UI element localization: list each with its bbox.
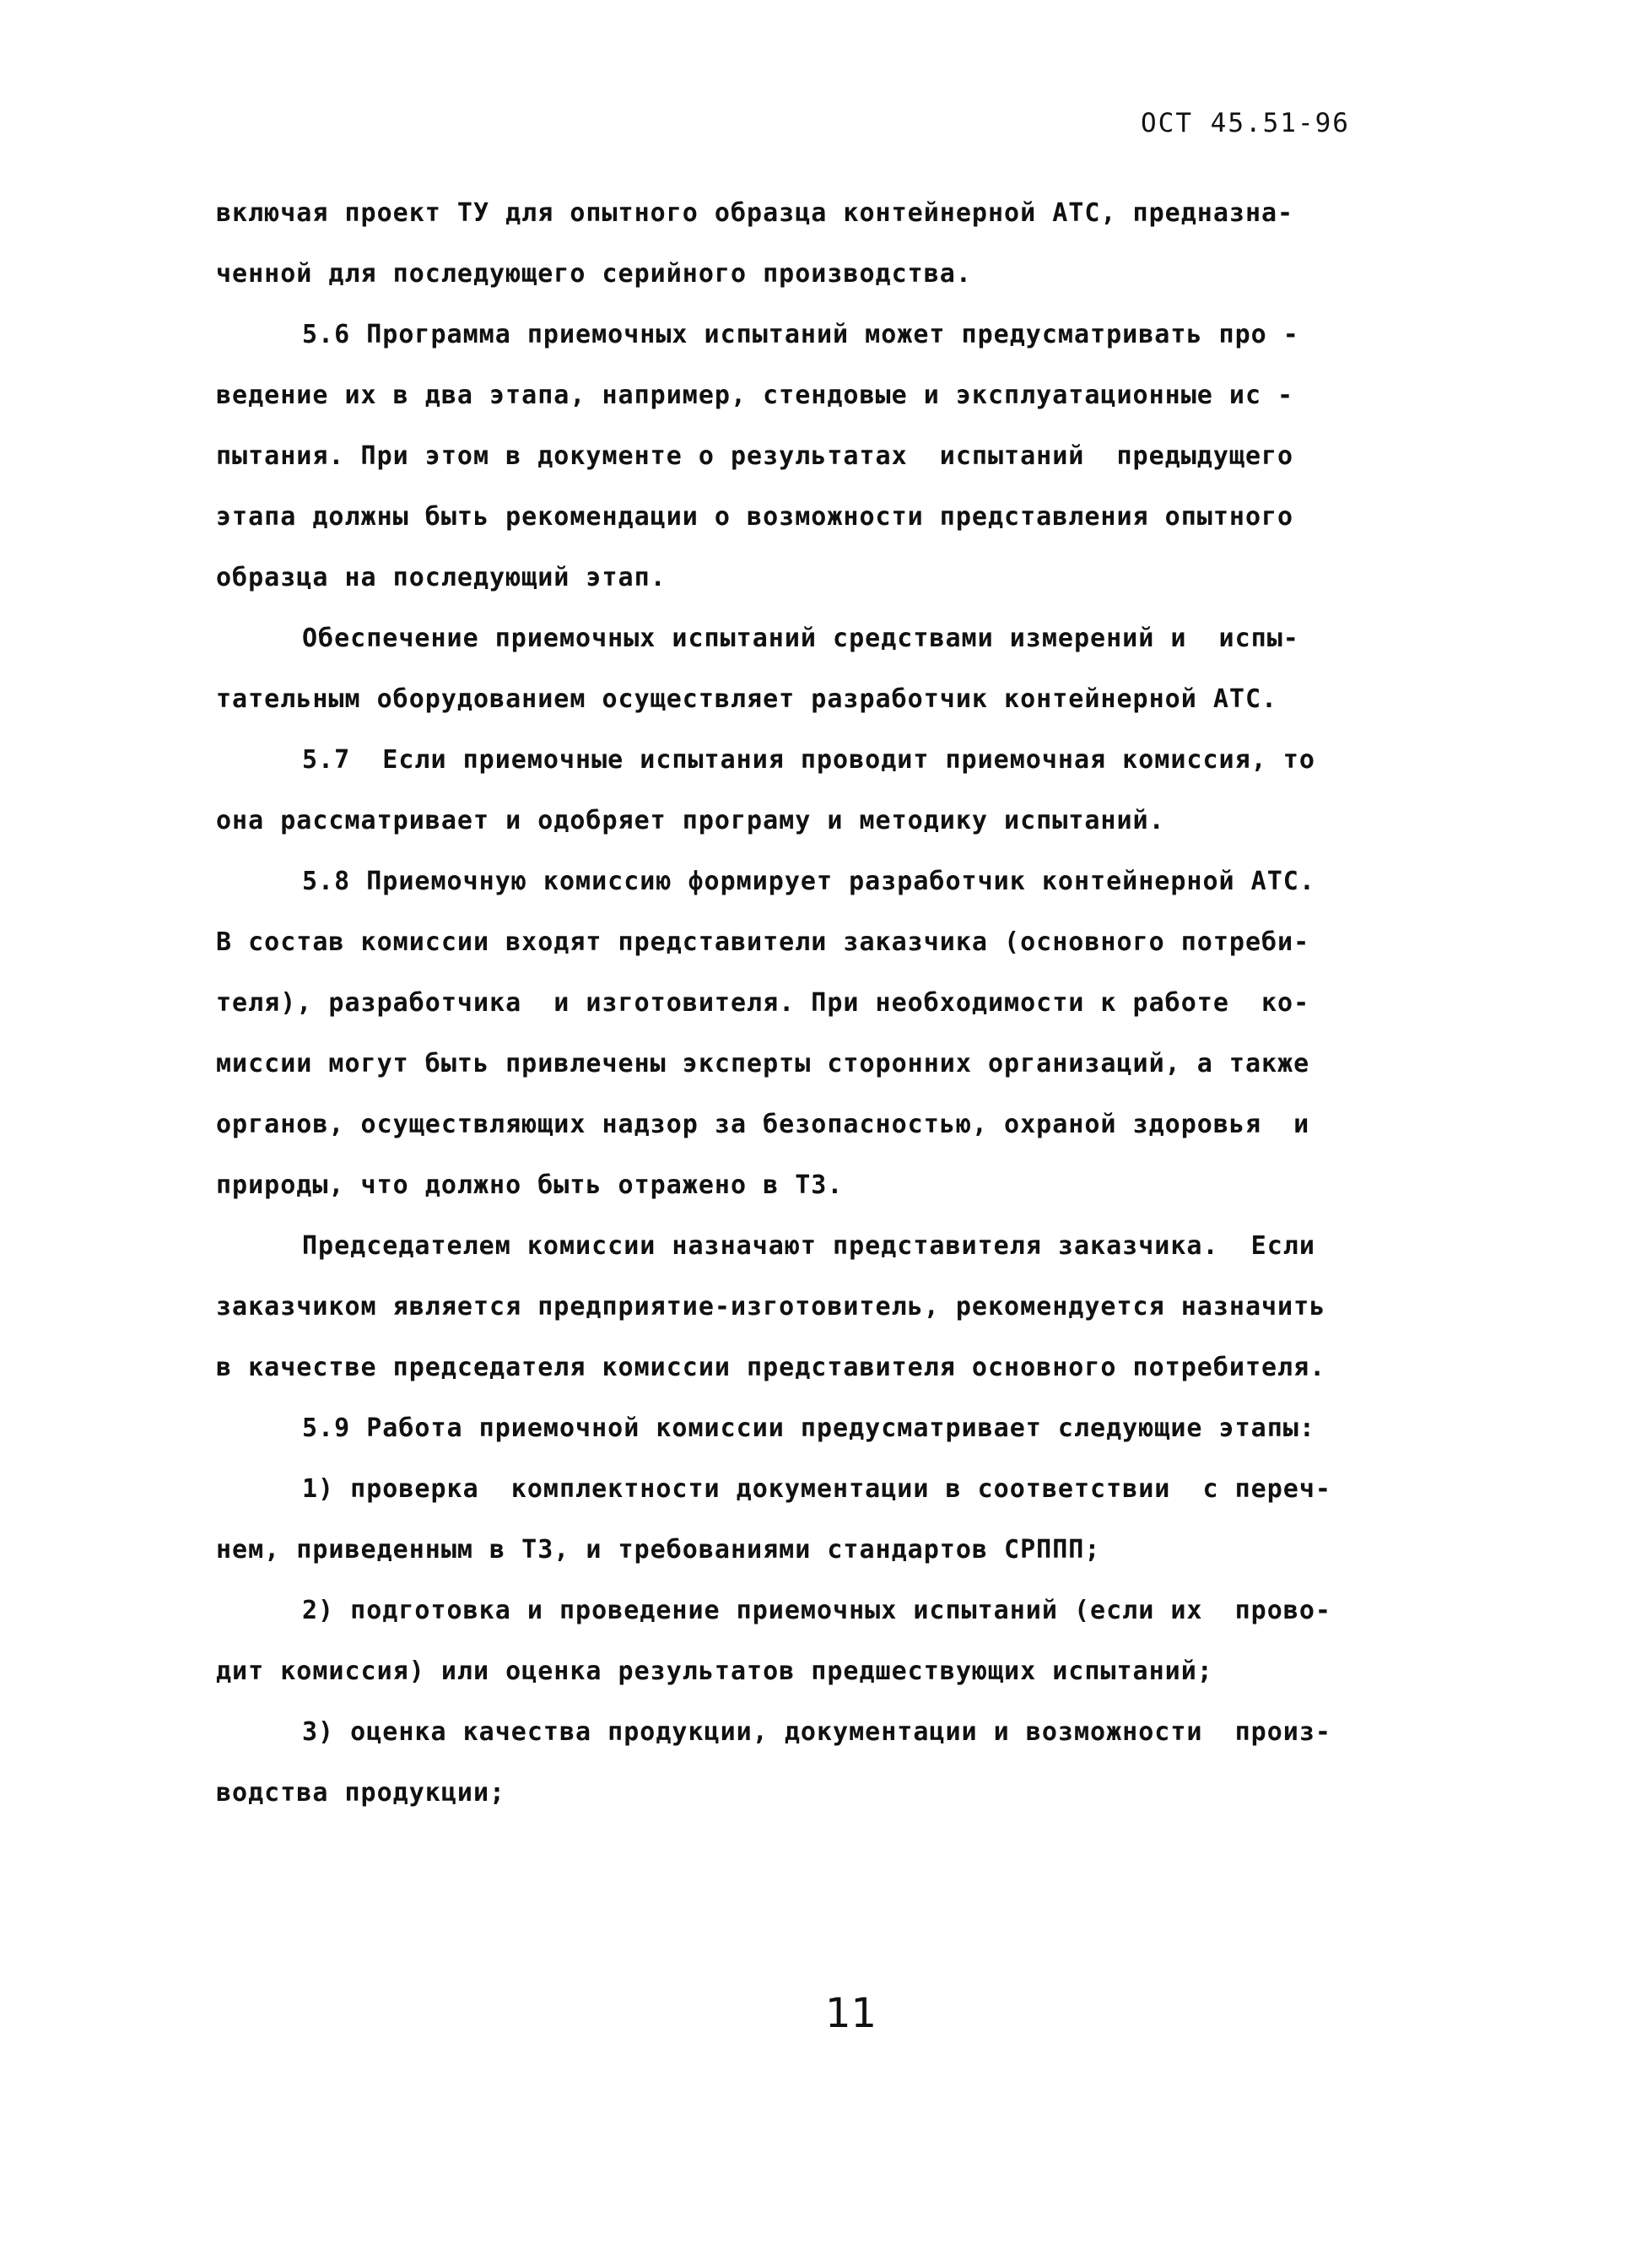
text-line: миссии могут быть привлечены эксперты сторонних организаций, а также <box>216 1049 1310 1078</box>
text-line: пытания. При этом в документе о результатах испытаний предыдущего <box>216 441 1294 471</box>
text-line: 5.8 Приемочную комиссию формирует разработчик контейнерной АТС. <box>302 867 1315 896</box>
document-code: ОСТ 45.51-96 <box>1141 108 1350 138</box>
text-line: включая проект ТУ для опытного образца контейнерной АТС, предназна- <box>216 198 1294 228</box>
text-line: 1) проверка комплектности документации в соответствии с переч- <box>302 1474 1331 1504</box>
text-line: она рассматривает и одобряет програму и методику испытаний. <box>216 806 1165 835</box>
text-line: дит комиссия) или оценка результатов предшествующих испытаний; <box>216 1657 1213 1686</box>
text-line: образца на последующий этап. <box>216 563 667 592</box>
text-line: природы, что должно быть отражено в ТЗ. <box>216 1170 844 1200</box>
text-line: ченной для последующего серийного производства. <box>216 259 972 289</box>
text-line: органов, осуществляющих надзор за безопасностью, охраной здоровья и <box>216 1110 1310 1139</box>
text-line: водства продукции; <box>216 1778 506 1808</box>
text-line: заказчиком является предприятие-изготовитель, рекомендуется назначить <box>216 1292 1326 1322</box>
text-line: 5.7 Если приемочные испытания проводит приемочная комиссия, то <box>302 745 1315 775</box>
text-line: Обеспечение приемочных испытаний средствами измерений и испы- <box>302 624 1299 653</box>
text-line: тательным оборудованием осуществляет разработчик контейнерной АТС. <box>216 684 1278 714</box>
text-line: в качестве председателя комиссии представителя основного потребителя. <box>216 1353 1326 1382</box>
text-line: Председателем комиссии назначают представителя заказчика. Если <box>302 1231 1315 1261</box>
text-line: В состав комиссии входят представители заказчика (основного потреби- <box>216 927 1310 957</box>
page-number: 11 <box>825 1990 877 2037</box>
text-line: 3) оценка качества продукции, документации и возможности произ- <box>302 1717 1331 1747</box>
text-line: теля), разработчика и изготовителя. При необходимости к работе ко- <box>216 988 1310 1018</box>
text-line: ведение их в два этапа, например, стендовые и эксплуатационные ис - <box>216 381 1294 410</box>
text-line: 5.9 Работа приемочной комиссии предусматривает следующие этапы: <box>302 1413 1315 1443</box>
text-line: этапа должны быть рекомендации о возможности представления опытного <box>216 502 1294 532</box>
text-line: нем, приведенным в ТЗ, и требованиями стандартов СРППП; <box>216 1535 1101 1565</box>
text-line: 5.6 Программа приемочных испытаний может предусматривать про - <box>302 320 1299 349</box>
text-line: 2) подготовка и проведение приемочных испытаний (если их прово- <box>302 1596 1331 1625</box>
